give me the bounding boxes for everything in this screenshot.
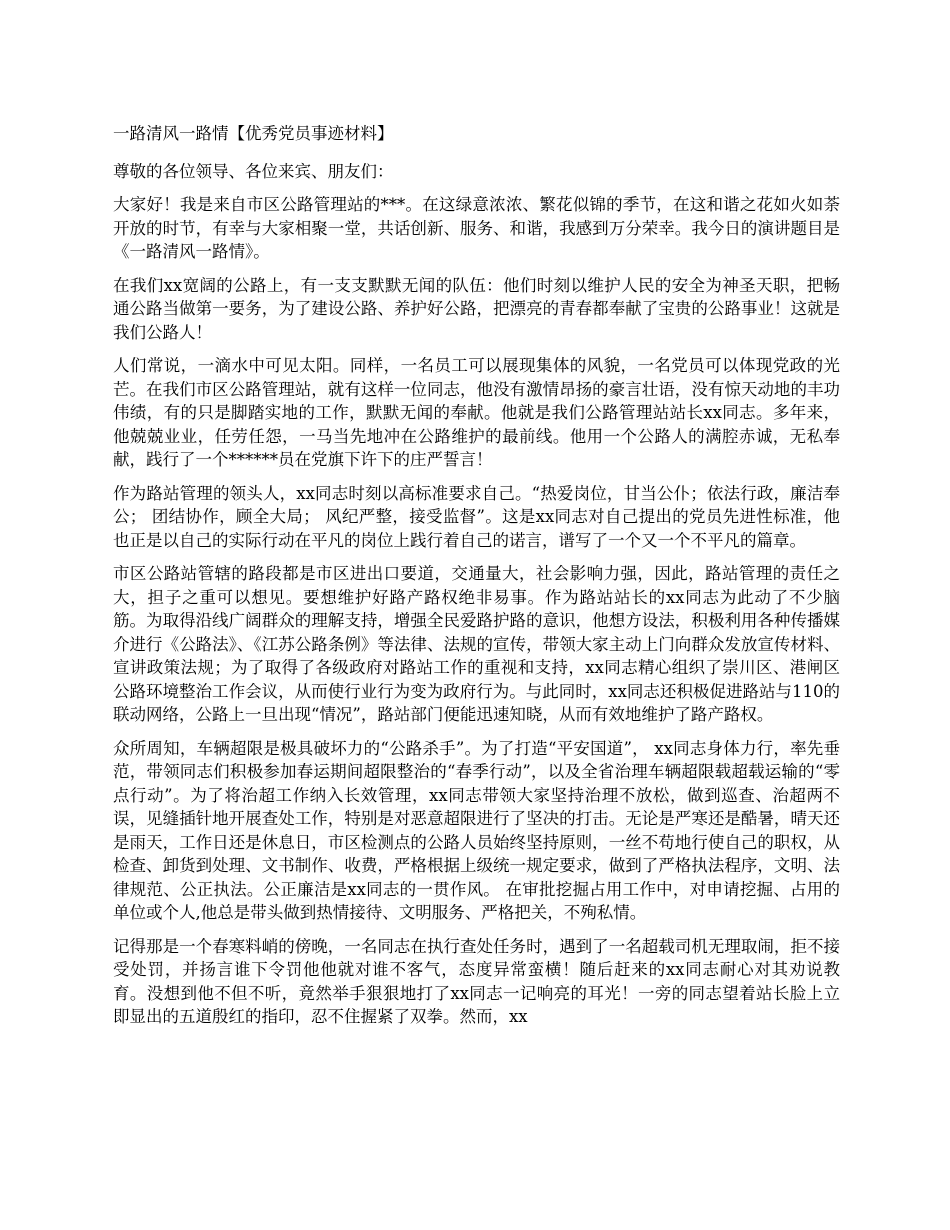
body-paragraph: 市区公路站管辖的路段都是市区进出口要道，交通量大，社会影响力强，因此，路站管理的责任之大，担子之重可以想见。要想维护好路产路权绝非易事。作为路站站长的xx同志为此动了不少脑筋。为取得沿线广阔群众的理解支持，增强全民爱路护路的意识，他想方设法，积极利用各种传播媒介进行《公路法》、《江苏公路条例》等法律、法规的宣传，带领大家主动上门向群众发放宣传材料、宣讲政策法规；为了取得了各级政府对路站工作的重视和支持，xx同志精心组织了崇川区、港闸区公路环境整治工作会议，从而使行业行为变为政府行为。与此同时，xx同志还积极促进路站与110的联动网络，公路上一旦出现“情况”，路站部门便能迅速知晓，从而有效地维护了路产路权。 <box>113 564 840 724</box>
body-paragraph: 记得那是一个春寒料峭的傍晚，一名同志在执行查处任务时，遇到了一名超载司机无理取闹，拒不接受处罚，并扬言谁下令罚他他就对谁不客气，态度异常蛮横！随后赶来的xx同志耐心对其劝说教育。没想到他不但不听，竟然举手狠狠地打了xx同志一记响亮的耳光！一旁的同志望着站长脸上立即显出的五道殷红的指印，忍不住握紧了双拳。然而，xx <box>113 936 840 1026</box>
body-paragraph: 在我们xx宽阔的公路上，有一支支默默无闻的队伍：他们时刻以维护人民的安全为神圣天职，把畅通公路当做第一要务，为了建设公路、养护好公路，把漂亮的青春都奉献了宝贵的公路事业！这就是我们公路人！ <box>113 275 840 342</box>
body-paragraph: 作为路站管理的领头人，xx同志时刻以高标准要求自己。“热爱岗位，甘当公仆；依法行政，廉洁奉公； 团结协作，顾全大局； 风纪严整，接受监督”。这是xx同志对自己提出的党员先进性标准，他也正是以自己的实际行动在平凡的岗位上践行着自己的诺言，谱写了一个又一个不平凡的篇章。 <box>113 483 840 550</box>
document-body <box>113 122 840 1039</box>
body-paragraph: 人们常说，一滴水中可见太阳。同样，一名员工可以展现集体的风貌，一名党员可以体现党政的光芒。在我们市区公路管理站，就有这样一位同志，他没有激情昂扬的豪言壮语，没有惊天动地的丰功伟绩，有的只是脚踏实地的工作，默默无闻的奉献。他就是我们公路管理站站长xx同志。多年来，他兢兢业业，任劳任怨，一马当先地冲在公路维护的最前线。他用一个公路人的满腔赤诚，无私奉献，践行了一个******员在党旗下许下的庄严誓言！ <box>113 356 840 469</box>
salutation-paragraph: 尊敬的各位领导、各位来宾、朋友们： <box>113 161 394 181</box>
document-title: 一路清风一路情【优秀党员事迹材料】 <box>113 124 394 143</box>
body-paragraph: 大家好！我是来自市区公路管理站的***。在这绿意浓浓、繁花似锦的季节，在这和谐之花如火如荼开放的时节，有幸与大家相聚一堂，共话创新、服务、和谐，我感到万分荣幸。我今日的演讲题目是《一路清风一路情》。 <box>113 195 840 261</box>
body-paragraph: 众所周知，车辆超限是极具破坏力的“公路杀手”。为了打造“平安国道”， xx同志身体力行，率先垂范，带领同志们积极参加春运期间超限整治的“春季行动”，以及全省治理车辆超限载超载运输的“零点行动”。为了将治超工作纳入长效管理，xx同志带领大家坚持治理不放松，做到巡查、治超两不误，见缝插针地开展查处工作，特别是对恶意超限进行了坚决的打击。无论是严寒还是酷暑，晴天还是雨天，工作日还是休息日，市区检测点的公路人员始终坚持原则，一丝不苟地行使自己的职权，从检查、卸货到处理、文书制作、收费，严格根据上级统一规定要求，做到了严格执法程序，文明、法律规范、公正执法。公正廉洁是xx同志的一贯作风。 在审批挖掘占用工作中，对申请挖掘、占用的单位或个人,他总是带头做到热情接待、文明服务、严格把关，不殉私情。 <box>113 738 840 922</box>
